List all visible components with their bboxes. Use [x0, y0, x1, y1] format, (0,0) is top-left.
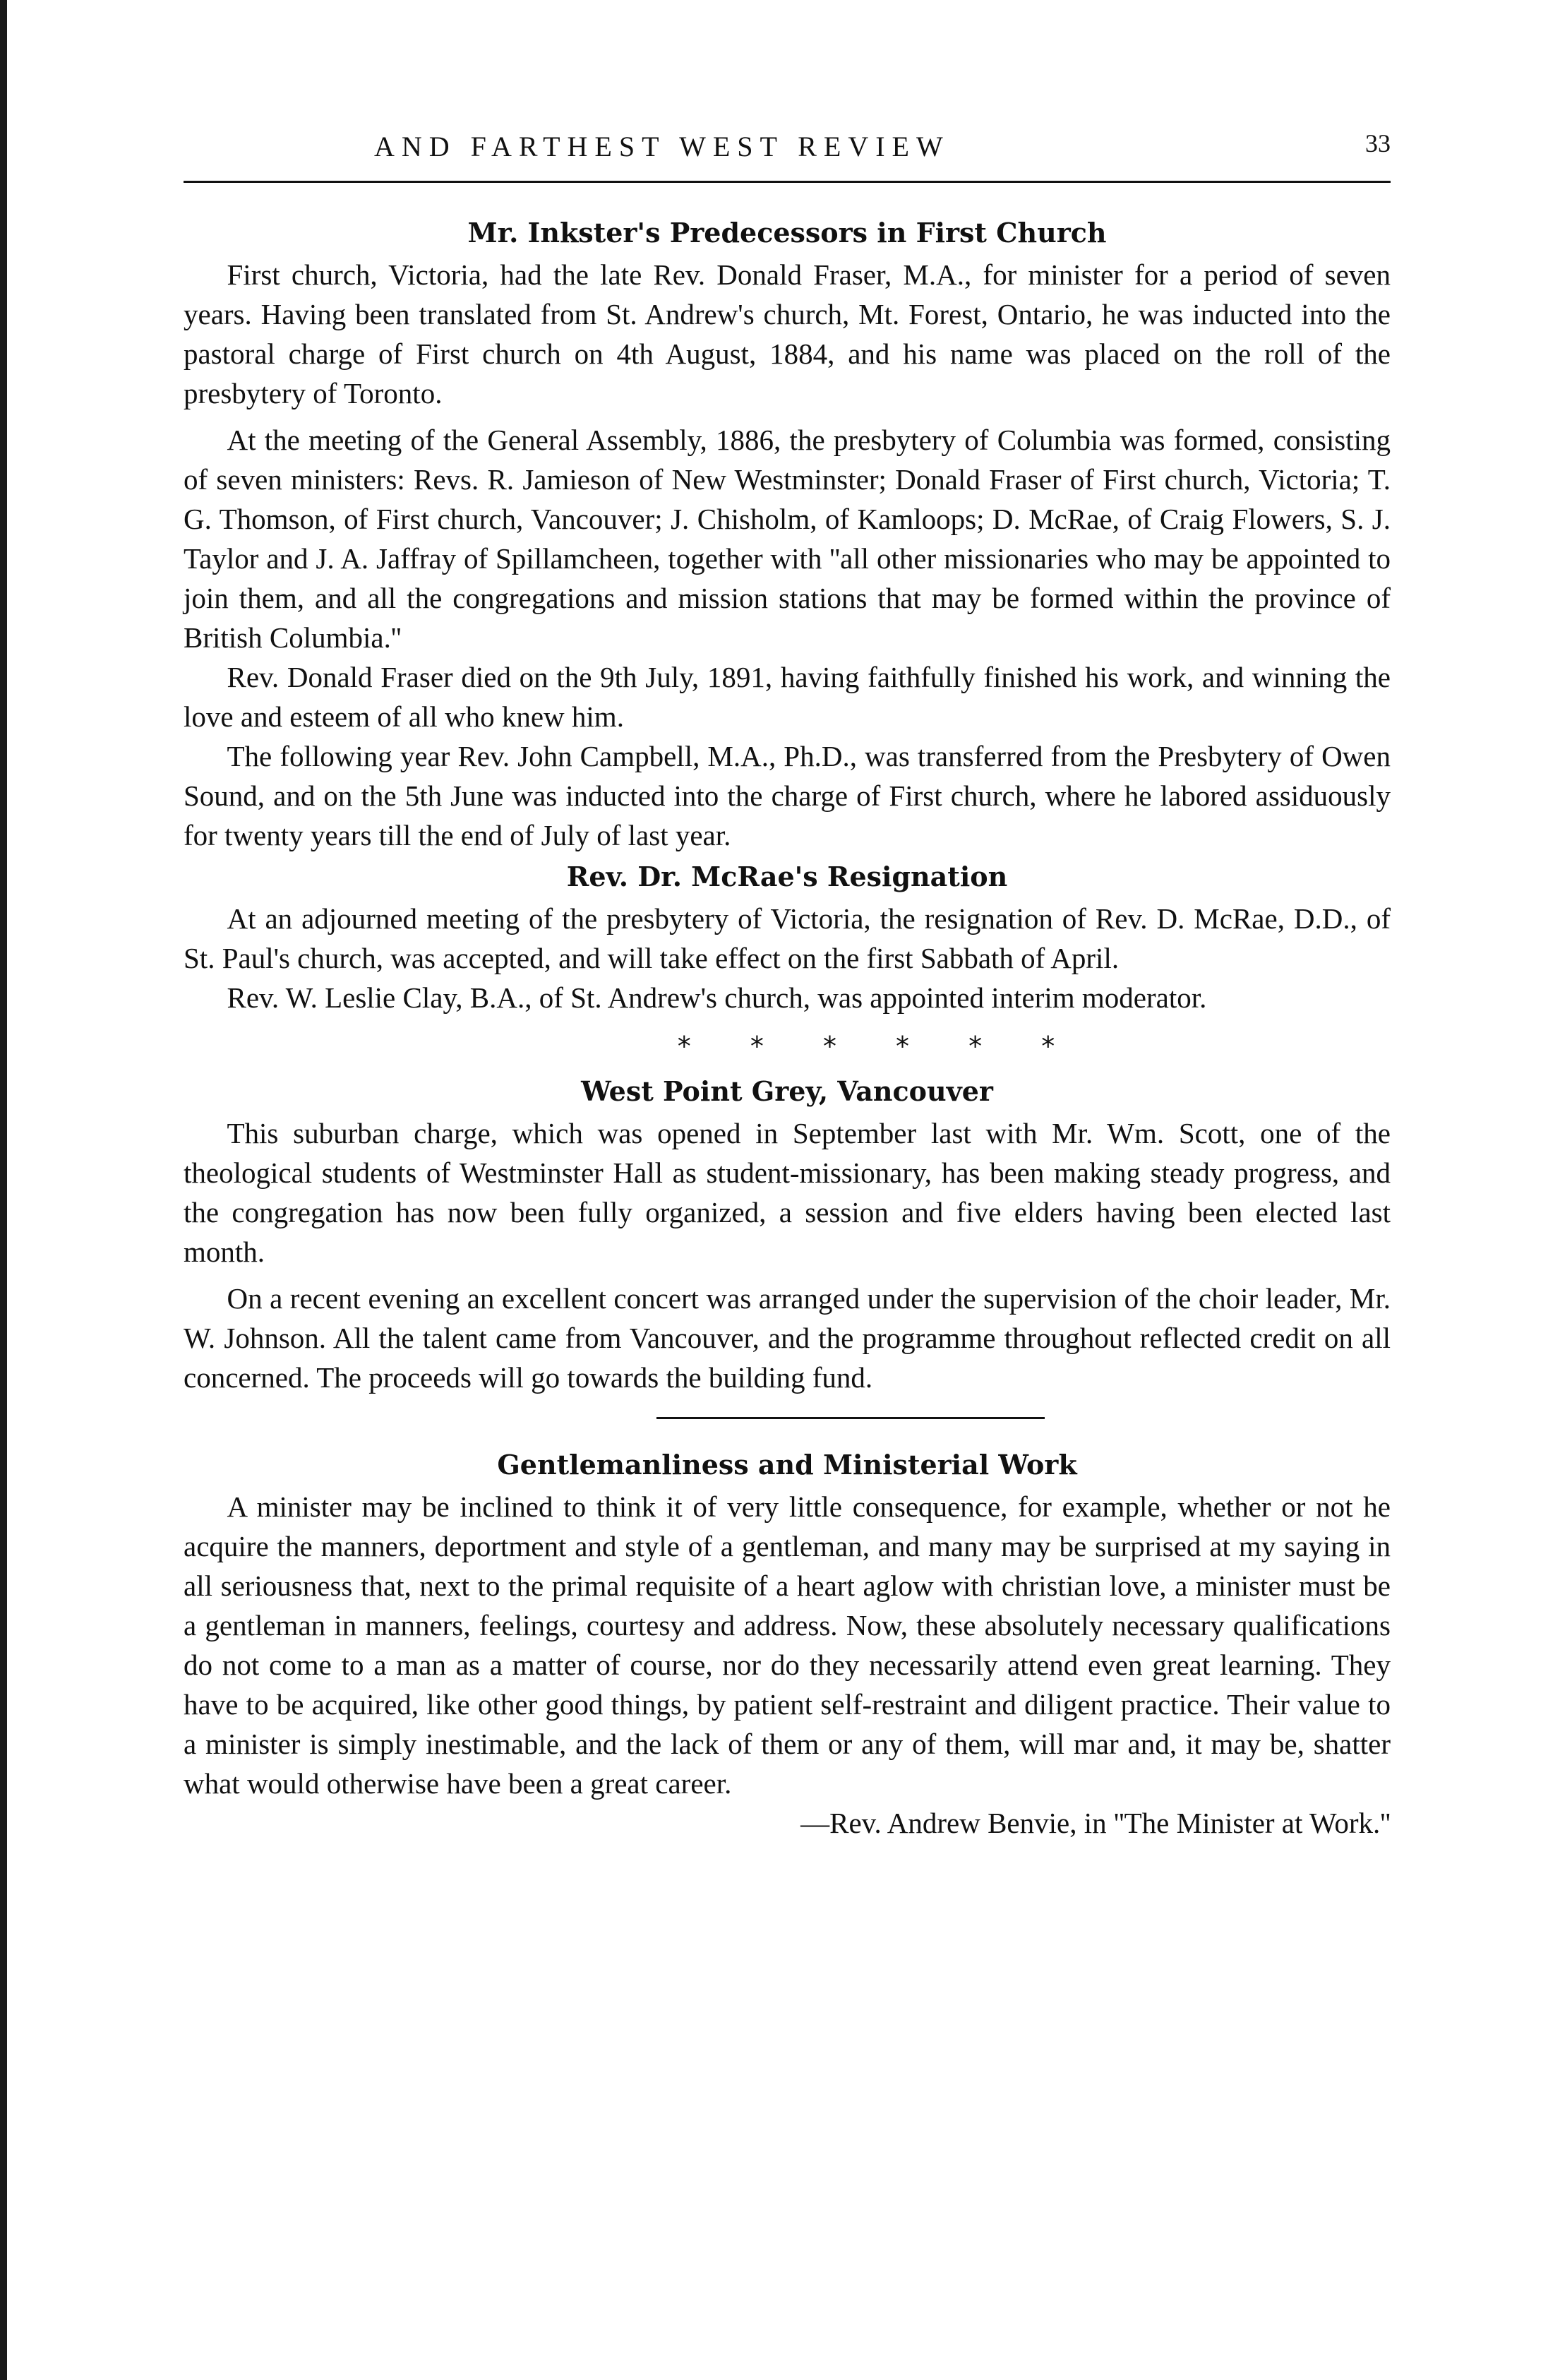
page-binding-edge: [0, 0, 7, 2380]
paragraph: The following year Rev. John Campbell, M.A., Ph.D., was transferred from the Presbytery of Owen Sound, and on the 5th June was inducted into the charge of First church, where he labored assiduously for twenty years till the end of July of last year.: [184, 740, 1391, 851]
paragraph: At the meeting of the General Assembly, 1886, the presbytery of Columbia was formed, consisting of seven ministers: Revs. R. Jamieson of New Westminster; Donald Fraser of First church, Victoria; T. G. Thomson, of First church, Vancouver; J. Chisholm, of Kamloops; D. McRae, of Craig Flowers, S. J. Taylor and J. A. Jaffray of Spillamcheen, together with ''all other missionaries who may be appointed to join them, and all the congregations and mission stations that may be formed within the province of British Columbia.'': [184, 424, 1391, 654]
section-heading-gentlemanliness: Gentlemanliness and Ministerial Work: [497, 1449, 1077, 1481]
attribution: —Rev. Andrew Benvie, in ''The Minister at Work.'': [800, 1807, 1391, 1839]
section-heading-inkster: Mr. Inkster's Predecessors in First Church: [467, 217, 1107, 249]
section-heading-west-point-grey: West Point Grey, Vancouver: [581, 1075, 993, 1107]
page-number: 33: [1365, 129, 1391, 157]
paragraph: At an adjourned meeting of the presbytery of Victoria, the resignation of Rev. D. McRae, D.D., of St. Paul's church, was accepted, and will take effect on the first Sabbath of April.: [184, 902, 1391, 974]
divider-rule: [656, 1417, 1045, 1419]
journal-title: AND FARTHEST WEST REVIEW: [374, 131, 950, 162]
paragraph: Rev. W. Leslie Clay, B.A., of St. Andrew's church, was appointed interim moderator.: [227, 981, 1207, 1014]
paragraph: This suburban charge, which was opened in September last with Mr. Wm. Scott, one of the theological students of Westminster Hall as student-missionary, has been making steady progress, and the congregation has now been fully organized, a session and five elders having been elected last month.: [184, 1117, 1391, 1268]
running-head: [184, 120, 1391, 183]
paragraph: A minister may be inclined to think it of very little consequence, for example, whether or not he acquire the manners, deportment and style of a gentleman, and many may be surprised at my saying in all seriousness that, next to the primal requisite of a heart aglow with christian love, a minister must be a gentleman in manners, feelings, courtesy and address. Now, these absolutely necessary qualifications do not come to a man as a matter of course, nor do they necessarily attend even great learning. They have to be acquired, like other good things, by patient self-restraint and diligent practice. Their value to a minister is simply inestimable, and the lack of them or any of them, will mar and, it may be, shatter what would otherwise have been a great career.: [184, 1490, 1391, 1800]
paragraph: First church, Victoria, had the late Rev. Donald Fraser, M.A., for minister for a period of seven years. Having been translated from St. Andrew's church, Mt. Forest, Ontario, he was inducted into the pastoral charge of First church on 4th August, 1884, and his name was placed on the roll of the presbytery of Toronto.: [184, 258, 1391, 409]
paragraph: On a recent evening an excellent concert was arranged under the supervision of the choir leader, Mr. W. Johnson. All the talent came from Vancouver, and the programme throughout reflected credit on all concerned. The proceeds will go towards the building fund.: [184, 1282, 1391, 1394]
section-separator: * * * * * *: [677, 1031, 1081, 1062]
section-heading-resignation: Rev. Dr. McRae's Resignation: [566, 861, 1008, 892]
document-page: [184, 120, 1391, 1843]
paragraph: Rev. Donald Fraser died on the 9th July, 1891, having faithfully finished his work, and winning the love and esteem of all who knew him.: [184, 661, 1391, 733]
